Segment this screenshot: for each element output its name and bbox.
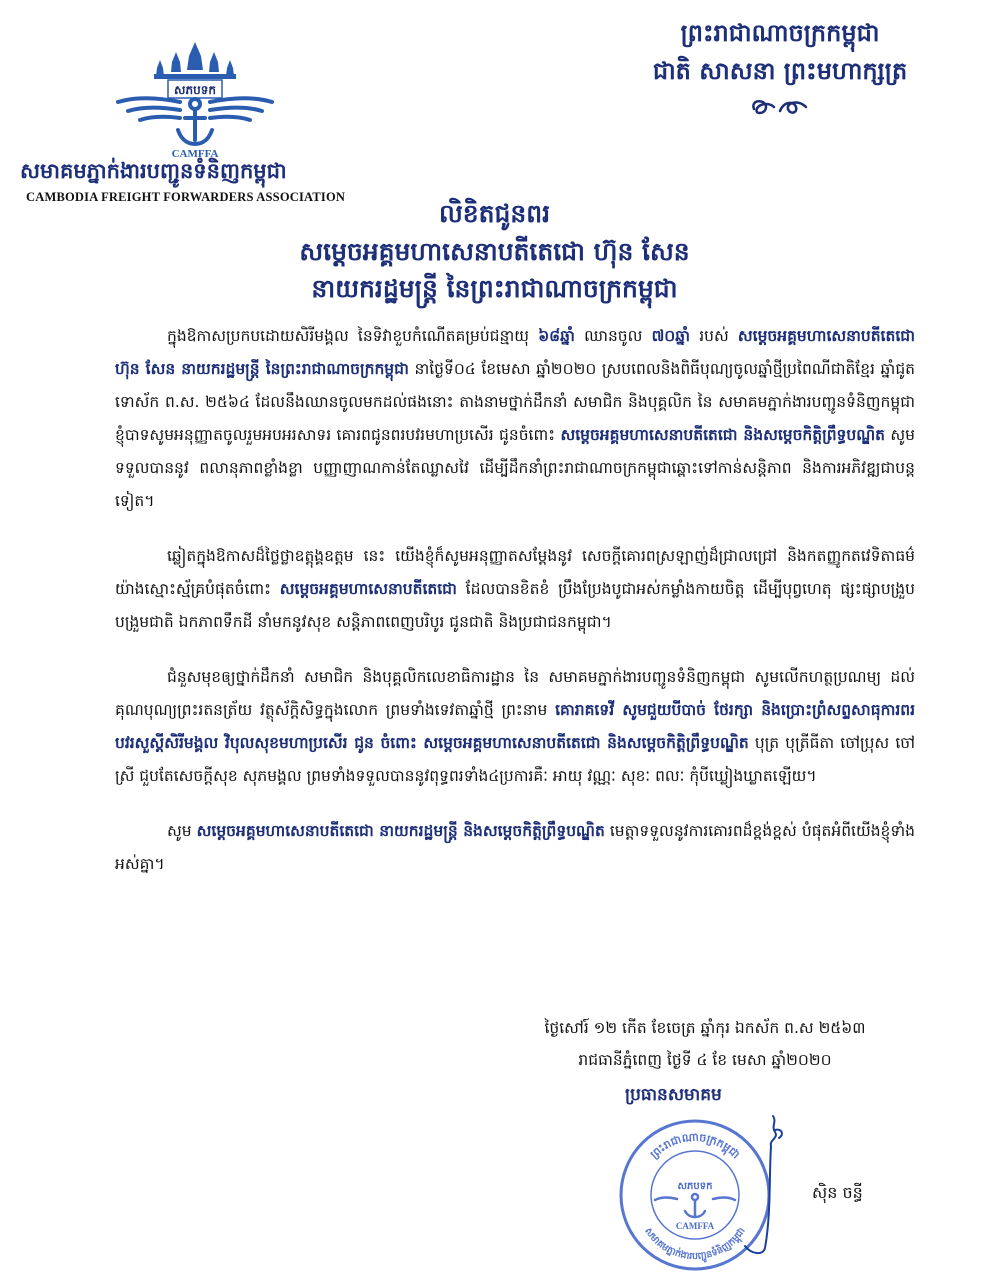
stamp-top-text: ព្រះរាជាណាចក្រកម្ពុជា <box>647 1130 743 1162</box>
svg-text:CAMFFA: CAMFFA <box>171 148 219 160</box>
paragraph-text: ឈានចូល <box>574 327 652 345</box>
association-header <box>20 40 365 210</box>
paragraph-text: ក្នុងឱកាសប្រកបដោយសិរីមង្គល នៃទិវាខួបកំណើតគម្រប់ជន្មាយុ <box>167 327 539 345</box>
paragraph-emphasis: ៦៨ឆ្នាំ <box>538 327 575 345</box>
paragraph-text: សូម <box>167 822 197 840</box>
signer-name: ស៊ិន ចន្ធី <box>812 1183 863 1202</box>
paragraph-emphasis: សម្តេចអគ្គមហាសេនាបតីតេជោ និងសម្តេចកិត្តិព្រឹទ្ធបណ្ឌិត <box>560 426 885 444</box>
paragraph-text: ឆ្លៀតក្នុងឱកាសដ៏ថ្លៃថ្លាឧត្តុង្គឧត្តម នេះ យើងខ្ញុំក៏សូមអនុញ្ញាតសម្តែងនូវ សេចក្តីគោរពស្រឡាញ់ដ៏ជ្រាលជ្រៅ និងកតញ្ញូកតវេទិតាធម៌យ៉ាងស្មោះស្ម័គ្របំផុតចំពោះ <box>115 547 915 598</box>
signer-title: ប្រធានសមាគម <box>625 1085 722 1105</box>
paragraph-text: មេត្តាទទួលនូវការគោរពដ៏ខ្ពង់ខ្ពស់ បំផុតអំពីយើងខ្ញុំទាំងអស់គ្នា។ <box>115 822 915 873</box>
title-recipient: សម្តេចអគ្គមហាសេនាបតីតេជោ ហ៊ុន សែន <box>299 236 690 266</box>
khmer-ornament-icon <box>740 95 820 119</box>
paragraph-emphasis: គោរាគទេវី សូមជួយបីបាច់ ថែរក្សា និងប្រោះព្រំសព្ទសាធុការពរ បវរសួស្តីសិរីមង្គល វិបុលសុខមហាប្រសើរ ជូន ចំពោះ សម្តេចអគ្គមហាសេនាបតីតេជោ និងសម្តេចកិត្តិព្រឹទ្ធបណ្ឌិត <box>115 701 916 752</box>
handwritten-signature <box>735 1110 795 1260</box>
stamp-center-text: សភបទក <box>677 1181 713 1192</box>
kingdom-name: ព្រះរាជាណាចក្រកម្ពុជា <box>680 19 880 47</box>
camffa-logo-icon <box>110 40 280 160</box>
solar-date: រាជធានីភ្នំពេញ ថ្ងៃទី ៤ ខែ មេសា ឆ្នាំ២០២០ <box>578 1051 832 1069</box>
lunar-date: ថ្ងៃសៅរ៍ ១២ កើត ខែចេត្រ ឆ្នាំកុរ ឯកស័ក ព.ស ២៥៦៣ <box>544 1019 866 1037</box>
date-block <box>505 1012 905 1076</box>
association-name-khmer: សមាគមភ្នាក់ងារបញ្ជូនទំនិញកម្ពុជា <box>20 159 287 183</box>
letter-body <box>115 320 915 903</box>
motto-nation-religion-king: ជាតិ សាសនា ព្រះមហាក្សត្រ <box>652 57 908 86</box>
stamp-bottom-text: សមាគមភ្នាក់ងារបញ្ជូនទំនិញកម្ពុជា <box>642 1225 748 1263</box>
kingdom-motto <box>610 14 950 123</box>
paragraph-4 <box>115 815 915 881</box>
paragraph-emphasis: សម្តេចអគ្គមហាសេនាបតីតេជោ ហ៊ុន សែន នាយករដ្ឋមន្ត្រី នៃព្រះរាជាណាចក្រកម្ពុជា <box>115 327 915 378</box>
title-recipient-position: នាយករដ្ឋមន្ត្រី នៃព្រះរាជាណាចក្រកម្ពុជា <box>311 274 678 303</box>
association-name-english: CAMBODIA FREIGHT FORWARDERS ASSOCIATION <box>26 190 346 204</box>
paragraph-text: សូមទទួលបាននូវ ពលានុភាពខ្លាំងខ្លា បញ្ញាញាណកាន់តែឈ្លាសវៃ ដើម្បីដឹកនាំព្រះរាជាណាចក្រកម្ពុជាឆ្ពោះទៅកាន់សន្តិភាព និងការអភិវឌ្ឍជាបន្តទៀត។ <box>115 426 915 510</box>
paragraph-emphasis: ៧០ឆ្នាំ <box>651 327 691 345</box>
letter-title <box>0 195 989 308</box>
paragraph-1 <box>115 320 915 518</box>
paragraph-text: បុត្រ បុត្រីធីតា ចៅប្រុស ចៅស្រី ជួបតែសេចក្តីសុខ សុភមង្គល ព្រមទាំងទទួលបាននូវពុទ្ធពរទាំង៤ប្រការគឺៈ អាយុ វណ្ណៈ សុខៈ ពលៈ កុំបីឃ្លៀងឃ្លាតឡើយ។ <box>115 734 916 785</box>
paragraph-emphasis: សម្តេចអគ្គមហាសេនាបតីតេជោ <box>279 580 457 598</box>
paragraph-emphasis: សម្តេចអគ្គមហាសេនាបតីតេជោ នាយករដ្ឋមន្ត្រី និងសម្តេចកិត្តិព្រឹទ្ធបណ្ឌិត <box>196 822 605 840</box>
paragraph-text: ជំនួសមុខឲ្យថ្នាក់ដឹកនាំ សមាជិក និងបុគ្គលិកលេខាធិការដ្ឋាន នៃ សមាគមភ្នាក់ងារបញ្ជូនទំនិញកម្ពុជា សូមលើកហត្ថប្រណម្យ ដល់គុណបុណ្យព្រះរតនត្រ័យ វត្ថុស័ក្តិសិទ្ធក្នុងលោក ព្រមទាំងទេវតាឆ្នាំថ្មី ព្រះនាម <box>115 668 915 719</box>
svg-text:សភបទក: សភបទក <box>174 83 216 97</box>
paragraph-text: របស់ <box>690 327 738 345</box>
title-greeting: លិខិតជូនពរ <box>438 199 551 228</box>
paragraph-text: នាថ្ងៃទី០៤ ខែមេសា ឆ្នាំ២០២០ ស្របពេលនិងពិធីបុណ្យចូលឆ្នាំថ្មីប្រពៃណីជាតិខ្មែរ ឆ្នាំជូត ទោស័ក ព.ស. ២៥៦៤ ដែលនឹងឈានចូលមកដល់ផងនោះ តាងនាមថ្នាក់ដឹកនាំ សមាជិក និងបុគ្គលិក នៃ សមាគមភ្នាក់ងារបញ្ជូនទំនិញកម្ពុជា ខ្ញុំបាទសូមអនុញ្ញាតចូលរួមអបអរសាទរ គោរពជូនពរបវរមហាប្រសើរ ជូនចំពោះ <box>115 360 915 444</box>
paragraph-3 <box>115 661 915 793</box>
svg-text:ព្រះរាជាណាចក្រកម្ពុជា <box>648 1131 743 1162</box>
paragraph-2 <box>115 540 915 639</box>
stamp-sub-text: CAMFFA <box>675 1221 715 1231</box>
paragraph-text: ដែលបានខិតខំ ប្រឹងប្រែងបូជាអស់កម្លាំងកាយចិត្ត ដើម្បីបុព្វហេតុ ផ្សះផ្សាបង្រួបបង្រួមជាតិ ឯកភាពទឹកដី នាំមកនូវសុខ សន្តិភាពពេញបរិបូរ ជូនជាតិ និងប្រជាជនកម្ពុជា។ <box>115 580 915 631</box>
